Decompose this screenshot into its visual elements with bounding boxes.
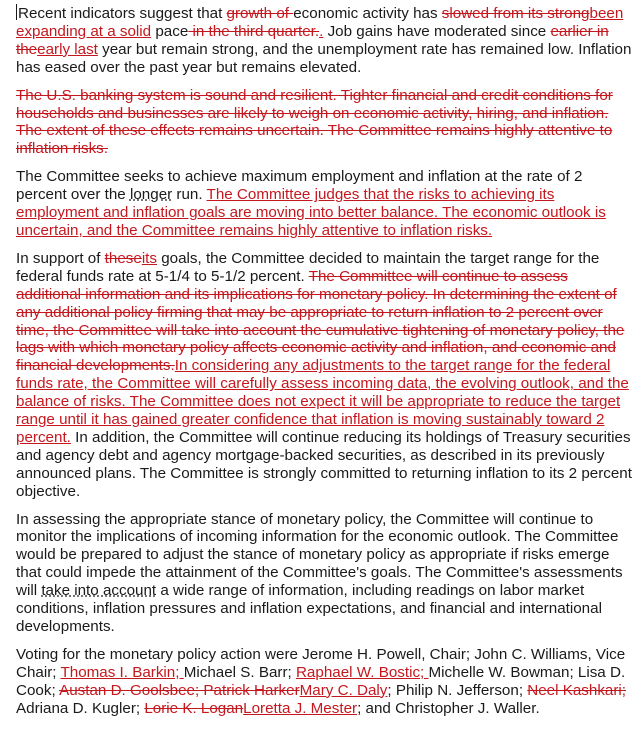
deleted-text: slowed from its strong <box>441 5 590 22</box>
text-run: pace <box>151 22 189 40</box>
text-run: economic activity has <box>293 5 442 22</box>
text-run: In addition, the Committee will continue reducing its holdings of Treasury securities and agency debt and agency mortgage-backed securities, as described in its previously announced plans. The Committee is strongly committed to returning inflation to its 2 percent objective. <box>16 428 632 500</box>
inserted-text: Loretta J. Mester <box>243 699 358 717</box>
grammar-flagged-text: take into account <box>41 582 157 600</box>
deleted-text: Austan D. Goolsbee; Patrick Harker <box>59 681 300 699</box>
paragraph-economic-activity[interactable] <box>16 4 636 77</box>
text-run: Michelle W. Bowman; Lisa D. Cook; <box>16 663 626 699</box>
text-cursor <box>16 4 17 20</box>
deleted-text: growth of <box>226 5 294 22</box>
grammar-flagged-text: longer <box>129 186 173 204</box>
text-run: goals, the Committee decided to maintain the target range for the federal funds rate at 5-1/4 to 5-1/2 percent. <box>16 249 600 285</box>
deleted-text: Lorie K. Logan <box>144 699 244 717</box>
deleted-text: in the third quarter. <box>188 22 320 40</box>
inserted-text: Raphael W. Bostic; <box>295 663 429 681</box>
inserted-text: In considering any adjustments to the target range for the federal funds rate, the Committee will carefully assess incoming data, the evolving outlook, and the balance of risks. The Committee does not expect it will be appropriate to reduce the target range until it has gained greater confidence that inflation is moving sustainably toward 2 percent. <box>16 357 629 446</box>
paragraph-committee-goals[interactable] <box>16 168 636 240</box>
text-run: Job gains have moderated since <box>323 22 551 40</box>
inserted-text: its <box>141 249 157 267</box>
text-run: ; Philip N. Jefferson; <box>387 681 528 699</box>
deleted-text: The Committee will continue to assess additional information and its implications for monetary policy. In determining the extent of any additional policy firming that may be appropriate to return inflation to 2 percent over time, the Committee will take into account the cumulative tightening of monetary policy, the lags with which monetary policy affects economic activity and inflation, and economic and financial developments. <box>16 267 625 375</box>
inserted-text: The Committee judges that the risks to achieving its employment and inflation goals are moving into better balance. The economic outlook is uncertain, and the Committee remains highly attentive to inflation risks. <box>16 186 606 239</box>
deleted-text: these <box>104 249 142 267</box>
text-run: year but remain strong, and the unemployment rate has remained low. Inflation has eased over the past year but remains elevated. <box>16 40 632 76</box>
text-run: In support of <box>16 249 105 267</box>
text-run: Voting for the monetary policy action were Jerome H. Powell, Chair; John C. Williams, Vice Chair; <box>16 645 626 681</box>
text-run: Recent indicators suggest that <box>18 5 227 22</box>
paragraph-banking-system[interactable] <box>16 87 636 159</box>
text-run: ; and Christopher J. Waller. <box>357 699 540 717</box>
text-run: The Committee seeks to achieve maximum employment and inflation at the rate of 2 percent over the <box>16 168 583 204</box>
text-run: In assessing the appropriate stance of monetary policy, the Committee will continue to monitor the implications of incoming information for the economic outlook. The Committee would be prepared to adjust the stance of monetary policy as appropriate if risks emerge that could impede the attainment of the Committee's goals. The Committee's assessments will <box>16 510 623 600</box>
inserted-text: been expanding at a solid <box>16 5 624 40</box>
inserted-text: . <box>319 22 324 40</box>
document-body[interactable] <box>16 4 636 728</box>
deleted-text: Neel Kashkari; <box>527 681 627 699</box>
paragraph-policy-stance[interactable] <box>16 511 636 636</box>
text-run: a wide range of information, including readings on labor market conditions, inflation pressures and inflation expectations, and financial and international developments. <box>16 582 602 635</box>
text-run: run. <box>172 186 207 204</box>
text-run: Adriana D. Kugler; <box>16 699 145 717</box>
paragraph-policy-decision[interactable] <box>16 250 636 501</box>
deleted-text: earlier in the <box>16 22 609 58</box>
paragraph-voting-members[interactable] <box>16 646 636 718</box>
inserted-text: early last <box>37 40 98 58</box>
inserted-text: Mary C. Daly <box>299 681 388 699</box>
deleted-text: The U.S. banking system is sound and resilient. Tighter financial and credit conditions for households and businesses are likely to weigh on economic activity, hiring, and inflation. The extent of these effects remains uncertain. The Committee remains highly attentive to inflation risks. <box>16 86 613 158</box>
text-run: Michael S. Barr; <box>183 663 296 681</box>
inserted-text: Thomas I. Barkin; <box>60 663 184 681</box>
